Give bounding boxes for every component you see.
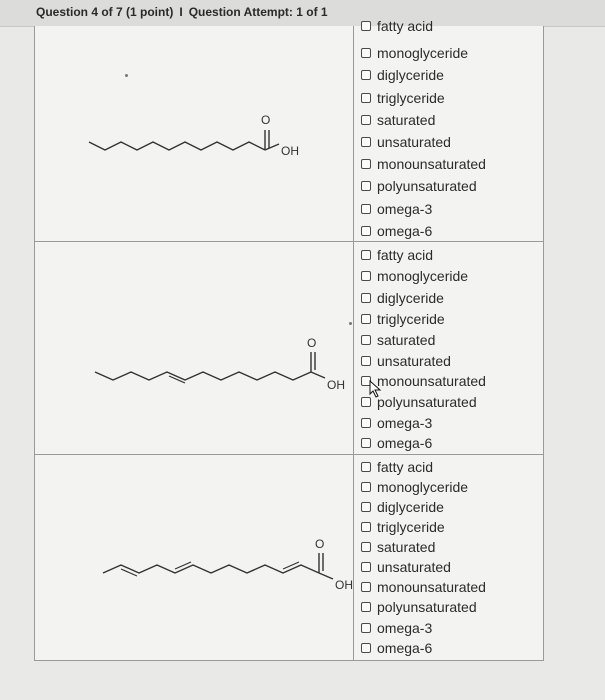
- checkbox[interactable]: [361, 204, 371, 214]
- option-label: monoglyceride: [377, 479, 469, 495]
- option-label: omega-3: [377, 415, 433, 431]
- checkbox[interactable]: [361, 482, 371, 492]
- table-row: [35, 242, 543, 455]
- checkbox[interactable]: [361, 397, 371, 407]
- checkbox[interactable]: [361, 226, 371, 236]
- column-divider: [353, 455, 354, 660]
- checkbox[interactable]: [361, 293, 371, 303]
- option-label: polyunsaturated: [377, 178, 477, 194]
- column-divider: [353, 242, 354, 454]
- hydroxyl-label: OH: [335, 578, 353, 592]
- checkbox[interactable]: [361, 643, 371, 653]
- option-label: omega-3: [377, 201, 433, 217]
- option-diglyceride[interactable]: [361, 67, 444, 83]
- checkbox[interactable]: [361, 21, 371, 31]
- checkbox[interactable]: [361, 271, 371, 281]
- option-unsaturated[interactable]: [361, 134, 451, 150]
- option-label: omega-6: [377, 223, 433, 239]
- checkbox[interactable]: [361, 418, 371, 428]
- question-number: Question 4 of 7 (1 point): [36, 5, 174, 19]
- option-diglyceride[interactable]: [361, 290, 444, 306]
- option-fatty-acid[interactable]: [361, 18, 433, 34]
- option-label: unsaturated: [377, 559, 451, 575]
- option-label: omega-3: [377, 620, 433, 636]
- option-label: monoglyceride: [377, 45, 469, 61]
- checkbox[interactable]: [361, 181, 371, 191]
- option-fatty-acid[interactable]: [361, 247, 433, 263]
- checkbox[interactable]: [361, 159, 371, 169]
- carbonyl-oxygen-label: O: [315, 537, 325, 551]
- option-label: polyunsaturated: [377, 394, 477, 410]
- hydroxyl-label: OH: [327, 378, 345, 392]
- option-monoglyceride[interactable]: [361, 268, 468, 284]
- checkbox[interactable]: [361, 314, 371, 324]
- option-label: saturated: [377, 332, 436, 348]
- option-unsaturated[interactable]: [361, 353, 451, 369]
- option-monounsaturated[interactable]: [361, 156, 486, 172]
- checkbox[interactable]: [361, 438, 371, 448]
- checkbox[interactable]: [361, 502, 371, 512]
- checkbox[interactable]: [361, 115, 371, 125]
- option-label: diglyceride: [377, 290, 444, 306]
- option-label: unsaturated: [377, 134, 451, 150]
- checkbox[interactable]: [361, 335, 371, 345]
- checkbox[interactable]: [361, 582, 371, 592]
- checkbox[interactable]: [361, 250, 371, 260]
- checkbox[interactable]: [361, 623, 371, 633]
- classification-table: [34, 18, 544, 661]
- option-omega-3[interactable]: [361, 415, 432, 431]
- option-omega-6[interactable]: [361, 223, 432, 239]
- checkbox[interactable]: [361, 522, 371, 532]
- option-label: polyunsaturated: [377, 599, 477, 615]
- question-attempt: Question Attempt: 1 of 1: [188, 5, 328, 19]
- option-omega-3[interactable]: [361, 620, 432, 636]
- option-omega-3[interactable]: [361, 201, 432, 217]
- option-label: monoglyceride: [377, 268, 469, 284]
- table-row: [35, 18, 543, 242]
- checkbox[interactable]: [361, 137, 371, 147]
- option-monoglyceride[interactable]: [361, 45, 468, 61]
- option-label: triglyceride: [377, 311, 445, 327]
- option-label: omega-6: [377, 435, 433, 451]
- checkbox[interactable]: [361, 602, 371, 612]
- option-fatty-acid[interactable]: [361, 459, 433, 475]
- option-label: unsaturated: [377, 353, 451, 369]
- header-separator: I: [179, 5, 183, 19]
- header-text: [36, 5, 328, 19]
- option-triglyceride[interactable]: [361, 311, 445, 327]
- option-label: saturated: [377, 112, 436, 128]
- option-saturated[interactable]: [361, 112, 435, 128]
- column-divider: [353, 26, 354, 241]
- option-label: monounsaturated: [377, 373, 486, 389]
- option-label: diglyceride: [377, 67, 444, 83]
- option-label: saturated: [377, 539, 436, 555]
- option-diglyceride[interactable]: [361, 499, 444, 515]
- checkbox[interactable]: [361, 70, 371, 80]
- checkbox[interactable]: [361, 93, 371, 103]
- molecule-structure: [35, 455, 353, 660]
- option-unsaturated[interactable]: [361, 559, 451, 575]
- option-omega-6[interactable]: [361, 640, 432, 656]
- option-label: fatty acid: [377, 247, 434, 263]
- option-polyunsaturated[interactable]: [361, 178, 477, 194]
- question-header: [0, 0, 605, 27]
- molecule-structure: [35, 26, 353, 241]
- option-label: triglyceride: [377, 519, 445, 535]
- checkbox[interactable]: [361, 356, 371, 366]
- option-label: triglyceride: [377, 90, 445, 106]
- option-polyunsaturated[interactable]: [361, 599, 477, 615]
- option-label: monounsaturated: [377, 579, 486, 595]
- checkbox[interactable]: [361, 462, 371, 472]
- option-triglyceride[interactable]: [361, 519, 445, 535]
- option-saturated[interactable]: [361, 332, 435, 348]
- mouse-cursor-icon: [369, 380, 383, 398]
- option-monounsaturated[interactable]: [361, 579, 486, 595]
- checkbox[interactable]: [361, 48, 371, 58]
- option-label: diglyceride: [377, 499, 444, 515]
- option-omega-6[interactable]: [361, 435, 432, 451]
- option-label: fatty acid: [377, 18, 434, 34]
- molecule-structure: [35, 242, 353, 454]
- table-row: [35, 455, 543, 660]
- checkbox[interactable]: [361, 562, 371, 572]
- option-monoglyceride[interactable]: [361, 479, 468, 495]
- option-triglyceride[interactable]: [361, 90, 445, 106]
- checkbox[interactable]: [361, 542, 371, 552]
- option-label: omega-6: [377, 640, 433, 656]
- carbonyl-oxygen-label: O: [307, 336, 317, 350]
- carbonyl-oxygen-label: O: [261, 113, 271, 127]
- option-label: fatty acid: [377, 459, 434, 475]
- option-label: monounsaturated: [377, 156, 486, 172]
- hydroxyl-label: OH: [281, 144, 299, 158]
- option-saturated[interactable]: [361, 539, 435, 555]
